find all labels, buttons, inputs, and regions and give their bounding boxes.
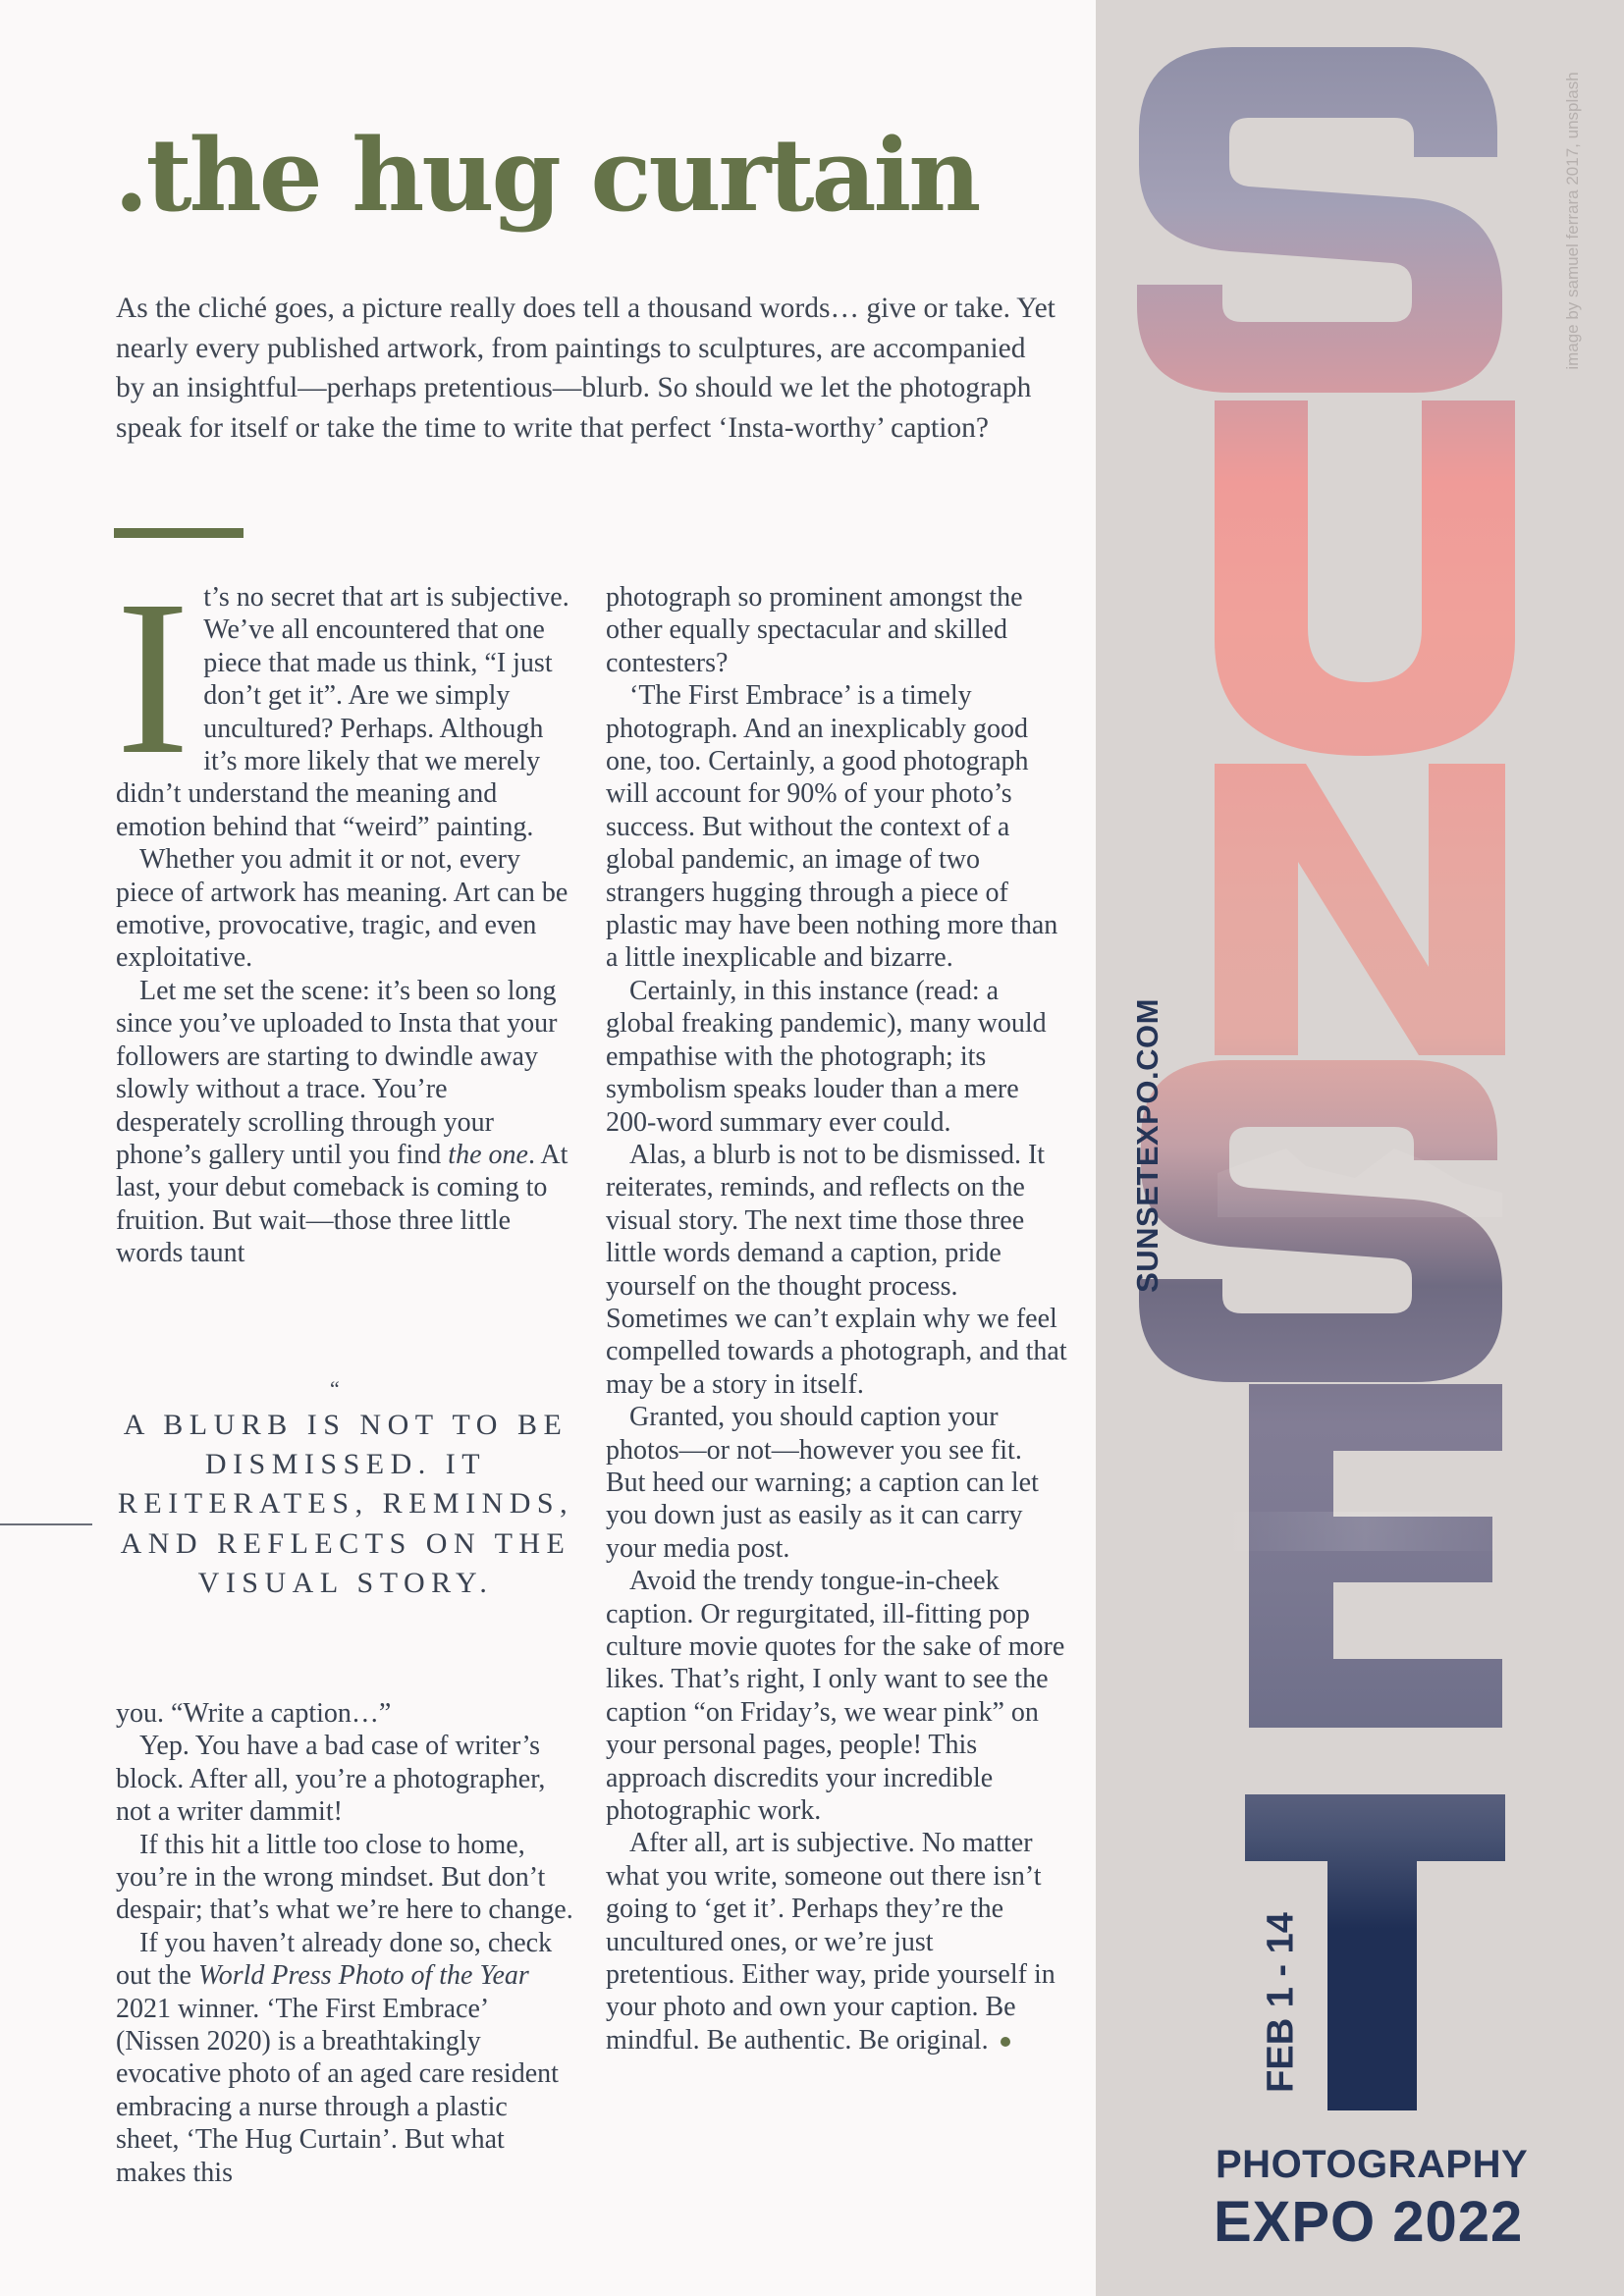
paragraph: Whether you admit it or not, every piece of artwork has meaning. Art can be emotive, provocative, tragic, and even exploitative. bbox=[116, 844, 568, 974]
paragraph: Granted, you should caption your photos—or not—however you see fit. But heed our warning; a caption can let you down just as easily as it can carry your media post. bbox=[606, 1402, 1039, 1564]
letter-e bbox=[1249, 1384, 1502, 1728]
paragraph: ‘The First Embrace’ is a timely photograph. And an inexplicably good one, too. Certainly, a good photograph will account for 90% of your photo’s success. But without the context of a global pandemic, an image of two strangers hugging through a piece of plastic may have been nothing more than a little inexplicable and bizarre. bbox=[606, 680, 1058, 974]
paragraph: After all, art is subjective. No matter what you write, someone out there isn’t going to ‘get it’. Perhaps they’re the uncultured ones, or we’re just pretentious. Either way, pride yourself in your photo and own your caption. Be mindful. Be authentic. Be original. bbox=[606, 1828, 1056, 2056]
letter-u bbox=[1215, 400, 1515, 756]
paragraph: Alas, a blurb is not to be dismissed. It reiterates, reminds, and reflects on the visual story. The next time those three little words demand a caption, pride yourself on the thought process. Sometimes we can’t explain why we feel compelled towards a photograph, and that may be a story in itself. bbox=[606, 1139, 1067, 1400]
image-credit: image by samuel ferrara 2017, unsplash bbox=[1563, 72, 1582, 370]
paragraph: Let me set the scene: it’s been so long since you’ve uploaded to Insta that your followers are starting to dwindle away slowly without a trace. You’re desperately scrolling through your phone’s gallery until you find the one. At last, your debut comeback is coming to fruition. But wait—those three little words taunt bbox=[116, 975, 568, 1269]
paragraph: t’s no secret that art is subjective. We’ve all encountered that one piece that made us think, “I just don’t get it”. Are we simply uncultured? Perhaps. Although it’s more likely that we merely didn’t understand the meaning and emotion behind that “weird” painting. bbox=[116, 582, 569, 842]
website-link[interactable]: SUNSETEXPO.COM bbox=[1130, 998, 1164, 1293]
paragraph: If this hit a little too close to home, you’re in the wrong mindset. But don’t despair; that’s what we’re here to change. bbox=[116, 1829, 573, 1926]
letter-s-top bbox=[1137, 47, 1502, 393]
article-intro: As the cliché goes, a picture really does tell a thousand words… give or take. Yet nearly every published artwork, from paintings to sculptures, are accompanied by an insightful—perhaps pretentious—blurb. So should we let the photograph speak for itself or take the time to write that perfect ‘Insta-worthy’ caption? bbox=[116, 293, 1056, 444]
paragraph: you. “Write a caption…” bbox=[116, 1698, 392, 1729]
letter-s-bottom bbox=[1139, 1060, 1502, 1382]
mist-band bbox=[1218, 1512, 1512, 1551]
drop-cap: I bbox=[116, 555, 190, 800]
article-title: .the hug curtain bbox=[114, 117, 979, 235]
expo-title: EXPO 2022 bbox=[1214, 2190, 1524, 2254]
paragraph: Certainly, in this instance (read: a global freaking pandemic), many would empathise with the photograph; its symbolism speaks louder than a mere 200-word summary ever could. bbox=[606, 975, 1047, 1138]
event-dates: FEB 1 - 14 bbox=[1260, 1912, 1302, 2093]
paragraph: Yep. You have a bad case of writer’s block. After all, you’re a photographer, not a writer dammit! bbox=[116, 1731, 546, 1828]
pull-quote: A BLURB IS NOT TO BE DISMISSED. IT REITERATES, REMINDS, AND REFLECTS ON THE VISUAL STORY. bbox=[117, 1409, 574, 1599]
letter-n bbox=[1215, 764, 1505, 1055]
pullquote-mark: “ bbox=[330, 1376, 340, 1401]
expo-subtitle: PHOTOGRAPHY bbox=[1216, 2143, 1529, 2186]
paragraph: If you haven’t already done so, check out the World Press Photo of the Year 2021 winner. ‘The First Embrace’ (Nissen 2020) is a breathtakingly evocative photo of an aged care resident embracing a nurse through a plastic sheet, ‘The Hug Curtain’. But what makes this bbox=[116, 1927, 559, 2188]
paragraph: photograph so prominent amongst the other equally spectacular and skilled contesters? bbox=[606, 582, 1023, 678]
paragraph: Avoid the trendy tongue-in-cheek caption. Or regurgitated, ill-fitting pop culture movie quotes for the sake of more likes. That’s right, I only want to see the caption “on Friday’s, we wear pink” on your personal pages, people! This approach discredits your incredible photographic work. bbox=[606, 1566, 1065, 1827]
